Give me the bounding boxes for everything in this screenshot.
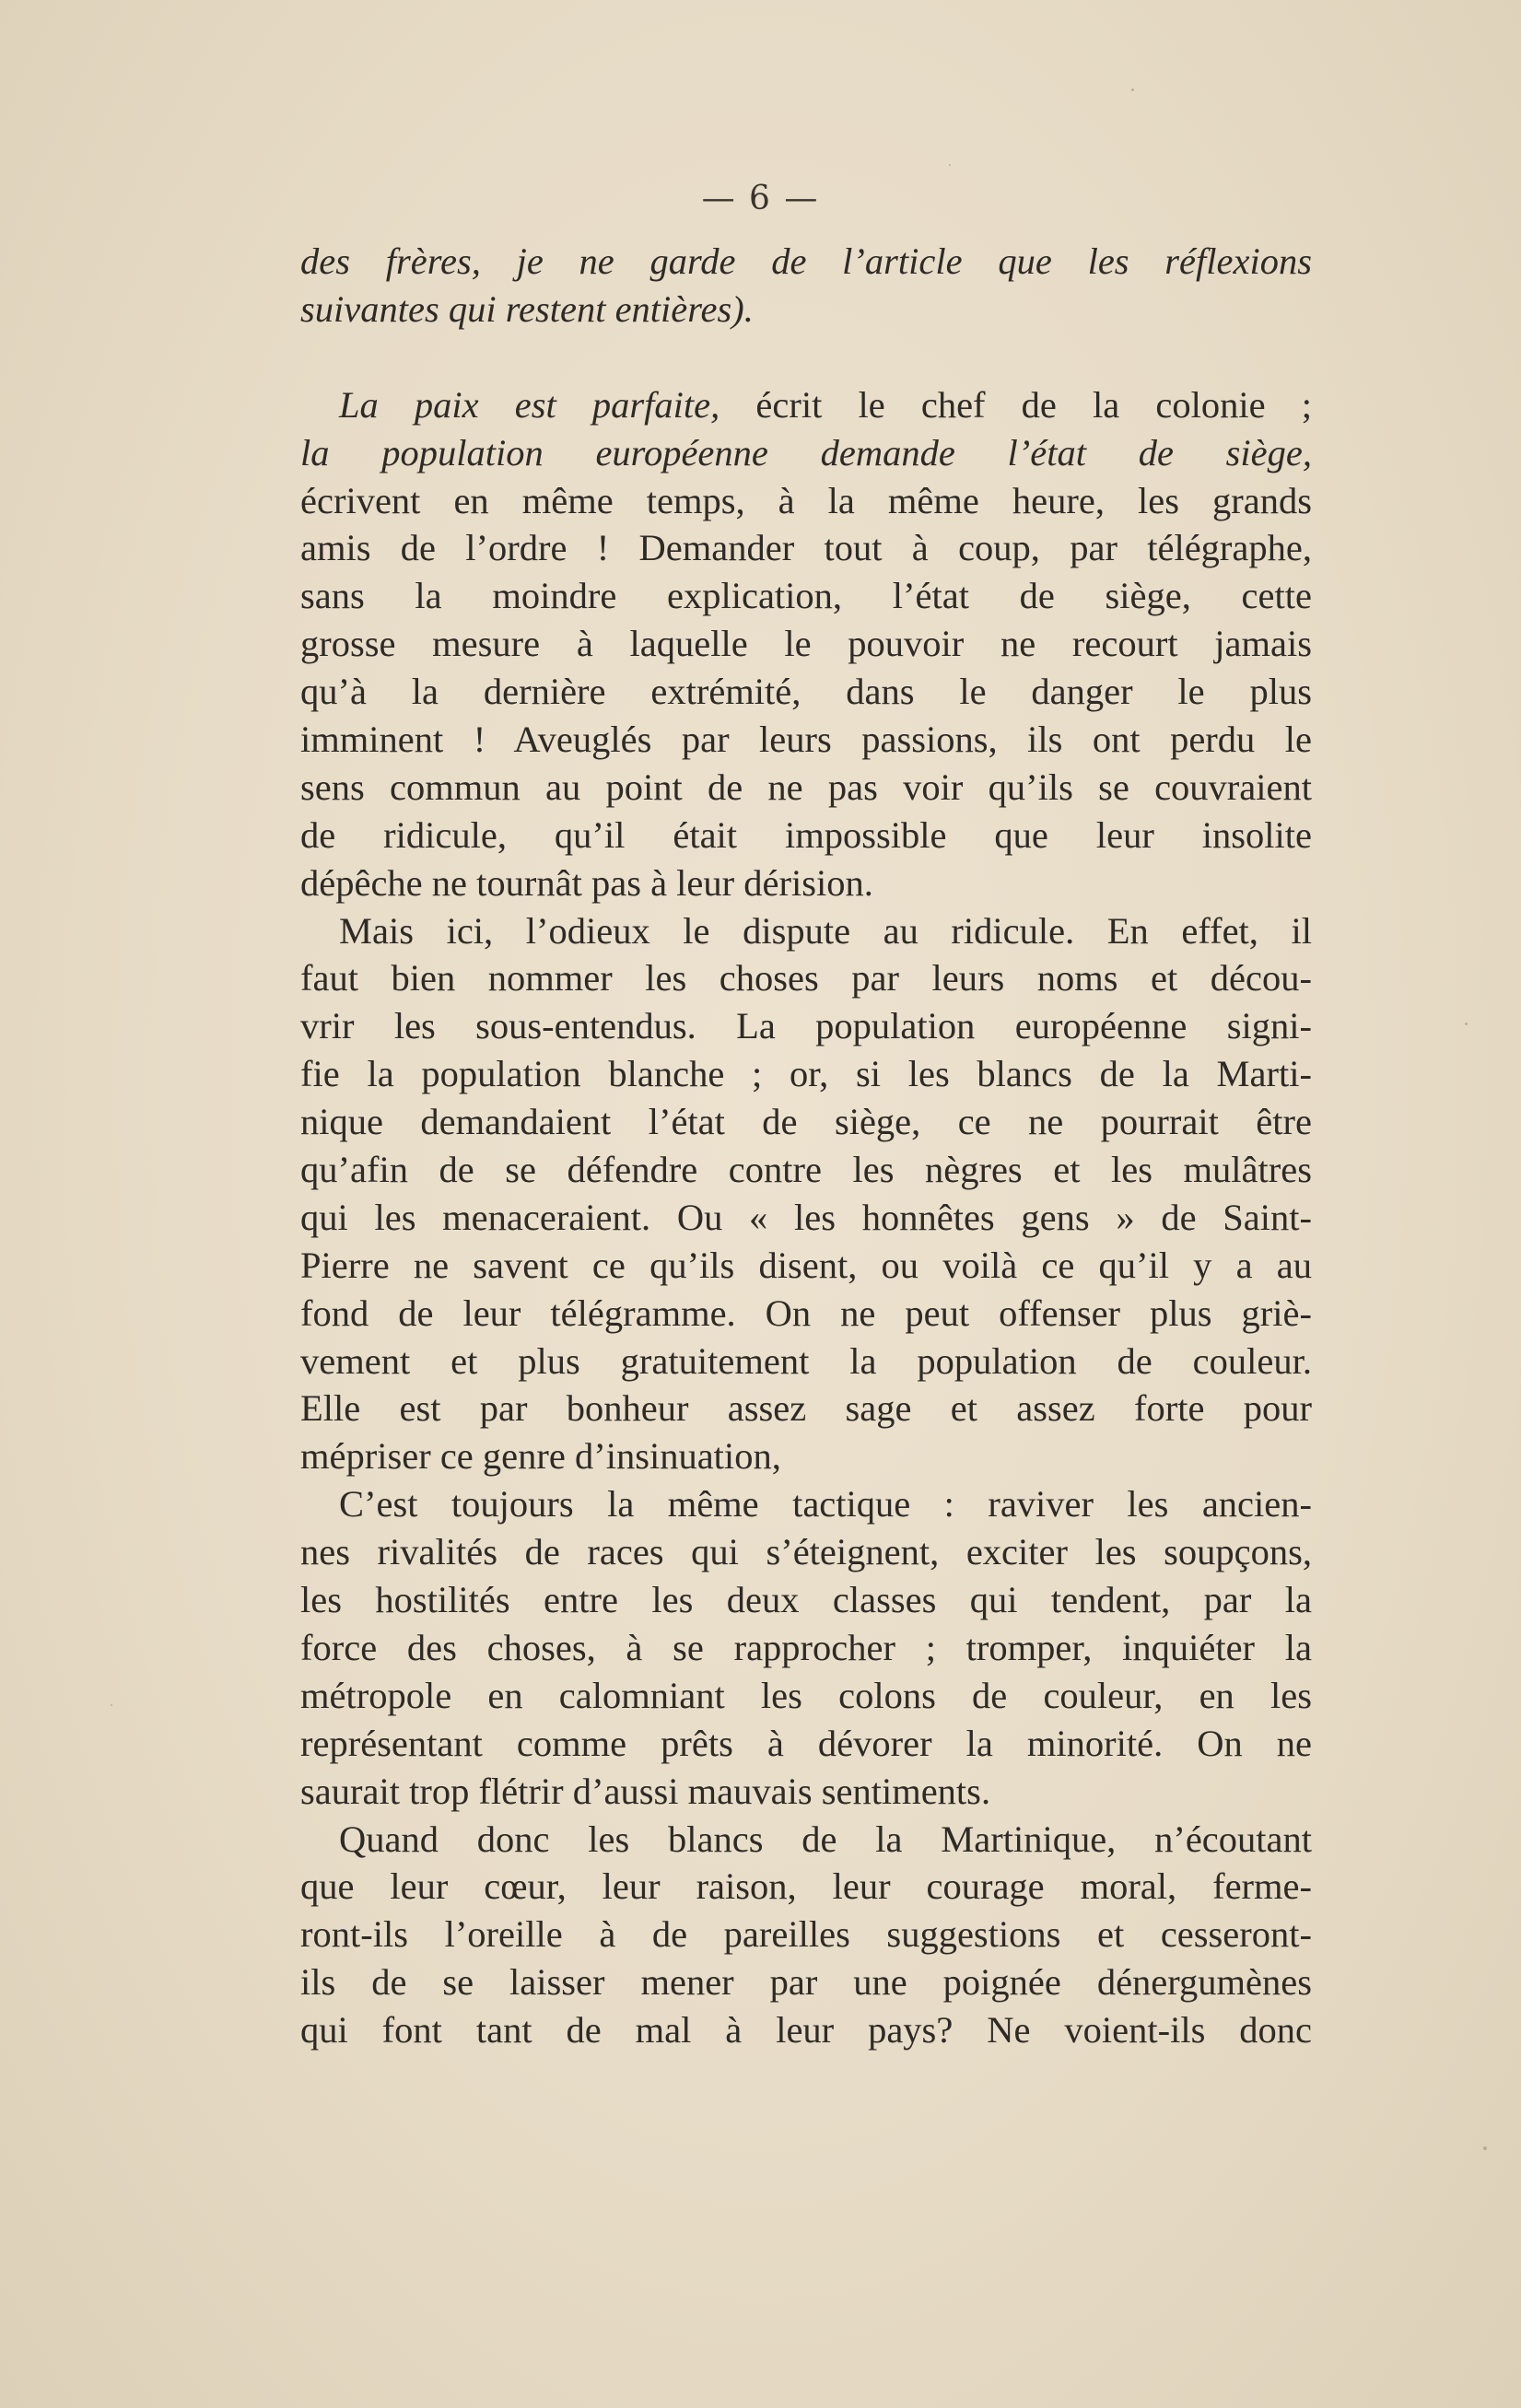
text-line: faut bien nommer les choses par leurs noms et décou- — [300, 957, 1312, 999]
paper-speck — [1131, 88, 1134, 91]
text-line: fond de leur télégramme. On ne peut offenser plus griè- — [300, 1292, 1312, 1334]
text-line: qu’afin de se défendre contre les nègres et les mulâtres — [300, 1149, 1312, 1191]
text-line: de ridicule, qu’il était impossible que leur insolite — [300, 813, 1312, 856]
text-line: représentant comme prêts à dévorer la minorité. On ne — [300, 1722, 1312, 1764]
text-line: Pierre ne savent ce qu’ils disent, ou voilà ce qu’il y a au — [300, 1244, 1312, 1286]
text-line: ils de se laisser mener par une poignée dénergumènes — [300, 1961, 1312, 2004]
text-line: nique demandaient l’état de siège, ce ne pourrait être — [300, 1101, 1312, 1143]
text-line: amis de l’ordre ! Demander tout à coup, par télégraphe, — [300, 527, 1312, 569]
paper-speck — [1465, 1023, 1468, 1025]
text-line: dépêche ne tournât pas à leur dérision. — [300, 861, 873, 904]
text-line: imminent ! Aveuglés par leurs passions, ils ont perdu le — [300, 719, 1312, 761]
text-line: des frères, je ne garde de l’article que les réflexions — [300, 240, 1312, 282]
text-line: Elle est par bonheur assez sage et assez forte pour — [300, 1387, 1312, 1430]
text-line: qui les menaceraient. Ou « les honnêtes gens » de Saint- — [300, 1196, 1312, 1238]
italic-quote: La paix est parfaite, — [339, 383, 720, 426]
text-line: vrir les sous-entendus. La population européenne signi- — [300, 1005, 1312, 1047]
text-line: qu’à la dernière extrémité, dans le danger le plus — [300, 671, 1312, 713]
text-line: fie la population blanche ; or, si les blancs de la Marti- — [300, 1053, 1312, 1095]
text-line: mépriser ce genre d’insinuation, — [300, 1435, 781, 1478]
text-line: suivantes qui restent entières). — [300, 287, 754, 330]
text-line: vement et plus gratuitement la population de couleur. — [300, 1339, 1312, 1382]
text-line: saurait trop flétrir d’aussi mauvais sentiments. — [300, 1770, 991, 1812]
text-line: écrivent en même temps, à la même heure, les grands — [300, 479, 1312, 521]
text-line: métropole en calomniant les colons de couleur, en les — [300, 1674, 1312, 1716]
text-line: C’est toujours la même tactique : raviver les ancien- — [339, 1483, 1312, 1525]
text-line: ront-ils l’oreille à de pareilles suggestions et cesseront- — [300, 1913, 1312, 1956]
text-line: que leur cœur, leur raison, leur courage moral, ferme- — [300, 1865, 1312, 1908]
paper-speck — [1483, 2146, 1487, 2150]
text-line: grosse mesure à laquelle le pouvoir ne recourt jamais — [300, 623, 1312, 665]
text-line — [300, 381, 1312, 429]
text-line: force des choses, à se rapprocher ; tromper, inquiéter la — [300, 1626, 1312, 1668]
text-run: écrit le chef de la colonie ; — [720, 383, 1312, 426]
text-line: Quand donc les blancs de la Martinique, n’écoutant — [339, 1818, 1312, 1860]
text-line: sans la moindre explication, l’état de siège, cette — [300, 575, 1312, 617]
text-line: Mais ici, l’odieux le dispute au ridicule. En effet, il — [339, 909, 1312, 952]
text-line: sens commun au point de ne pas voir qu’ils se couvraient — [300, 766, 1312, 808]
paper-speck — [949, 164, 951, 166]
paper-speck — [111, 1704, 112, 1706]
page-number: — 6 — — [701, 180, 820, 217]
body-text — [300, 238, 1312, 2054]
text-line: la population européenne demande l’état de siège, — [300, 431, 1312, 473]
text-line: qui font tant de mal à leur pays? Ne voient-ils donc — [300, 2009, 1312, 2051]
text-line: nes rivalités de races qui s’éteignent, exciter les soupçons, — [300, 1531, 1312, 1573]
paragraph-gap — [300, 333, 1312, 381]
text-line: les hostilités entre les deux classes qui tendent, par la — [300, 1579, 1312, 1621]
